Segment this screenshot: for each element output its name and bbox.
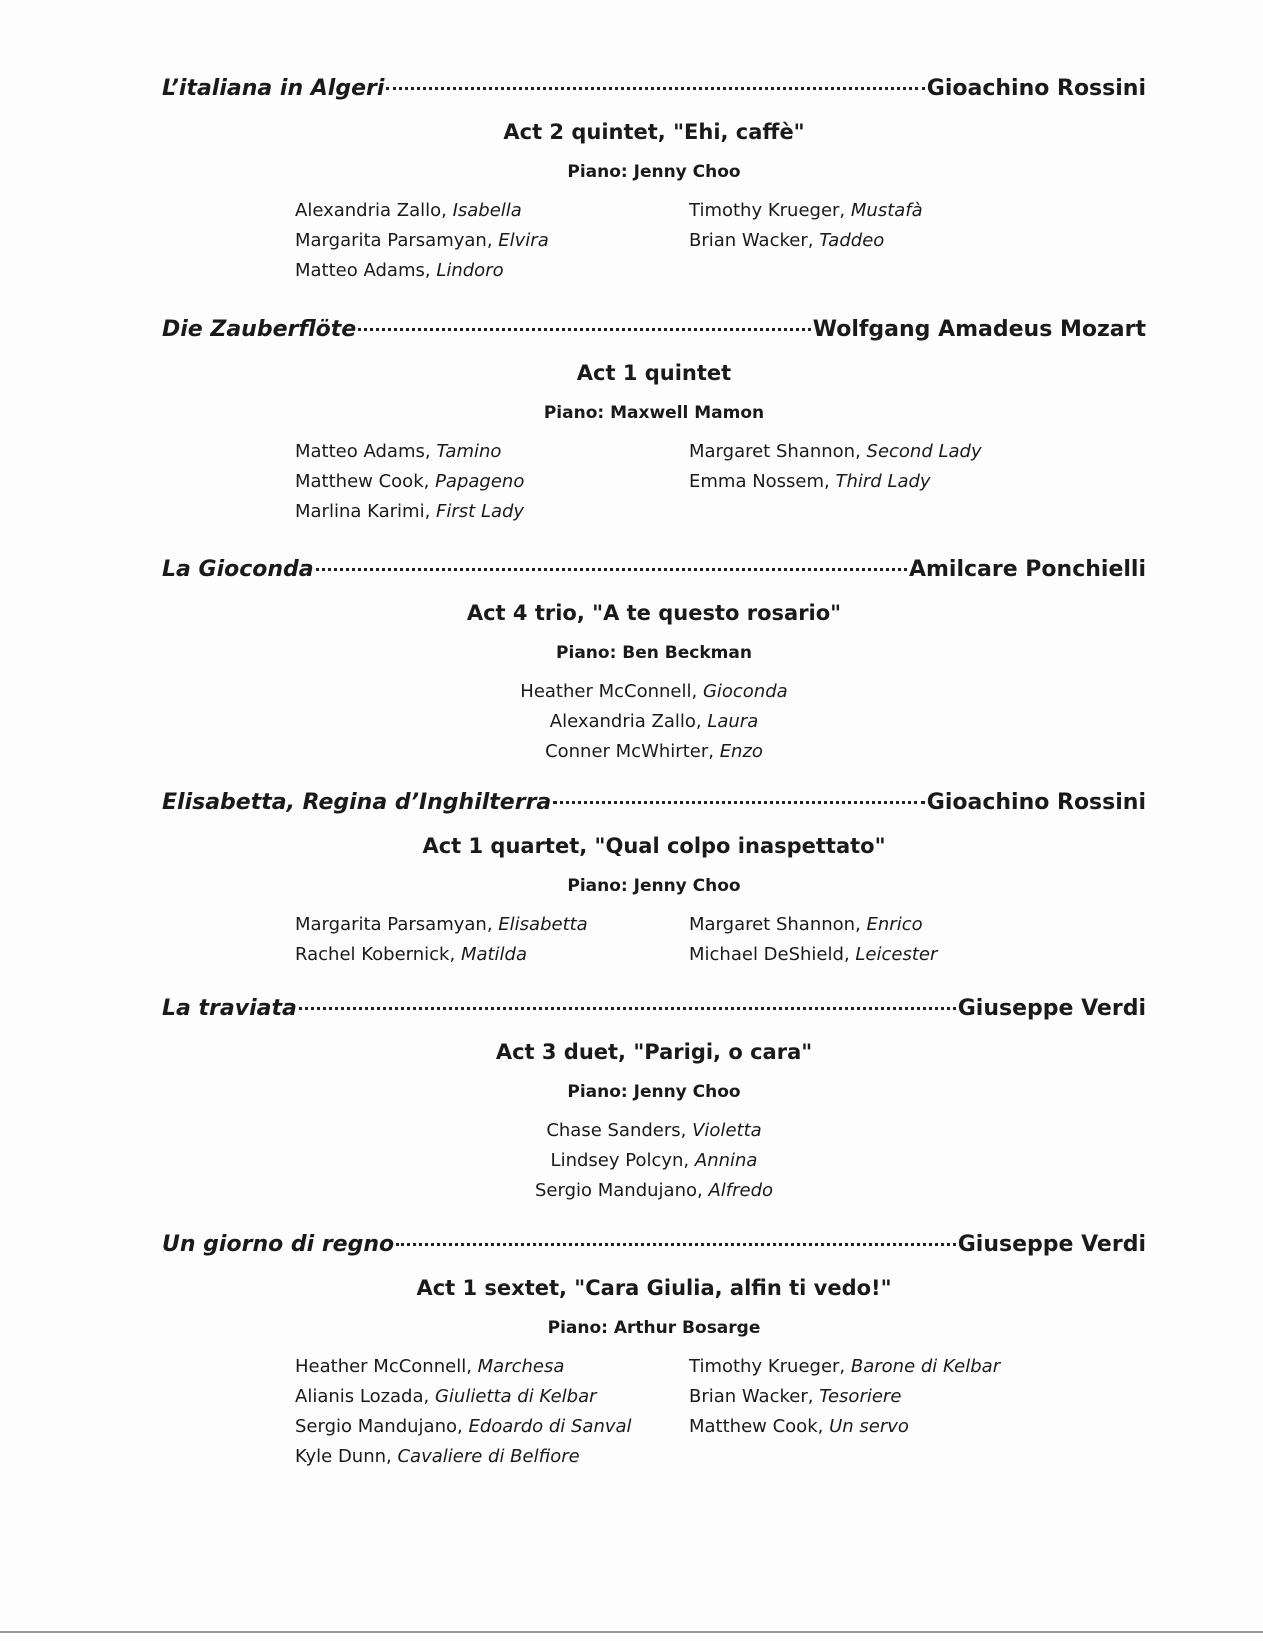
name-separator: , <box>807 1386 820 1407</box>
opera-title: La Gioconda <box>162 557 314 582</box>
cast-member <box>689 226 1029 256</box>
cast-member <box>295 467 689 497</box>
cast-member <box>689 467 1029 497</box>
program-entry <box>162 557 1146 767</box>
cast-member <box>295 497 689 527</box>
role-name: Gioconda <box>702 681 788 702</box>
name-separator: , <box>424 260 437 281</box>
name-separator: , <box>423 471 436 492</box>
singer-name: Timothy Krueger <box>689 200 840 221</box>
singer-name: Margaret Shannon <box>689 441 856 462</box>
role-name: Edoardo di Sanval <box>468 1416 632 1437</box>
cast-member <box>162 1146 1146 1176</box>
name-separator: , <box>683 1150 695 1171</box>
singer-name: Matteo Adams <box>295 441 425 462</box>
cast-list <box>162 677 1146 767</box>
name-separator: , <box>457 1416 469 1437</box>
excerpt-title: Act 3 duet, "Parigi, o cara" <box>495 1040 813 1064</box>
role-name: First Lady <box>436 501 525 522</box>
singer-name: Matthew Cook <box>689 1416 818 1437</box>
name-separator: , <box>441 200 453 221</box>
role-name: Third Lady <box>835 471 931 492</box>
composer-name: Amilcare Ponchielli <box>908 557 1146 582</box>
name-separator: , <box>817 1416 830 1437</box>
cast-member <box>689 437 1029 467</box>
name-separator: , <box>843 944 856 965</box>
name-separator: , <box>839 1356 851 1377</box>
name-separator: , <box>466 1356 478 1377</box>
opera-title-line <box>162 76 1146 110</box>
name-separator: , <box>807 230 820 251</box>
singer-name: Matteo Adams <box>295 260 425 281</box>
cast-member <box>162 737 1146 767</box>
name-separator: , <box>680 1120 693 1141</box>
singer-name: Matthew Cook <box>295 471 424 492</box>
opera-title: La traviata <box>162 996 297 1021</box>
cast-list <box>295 196 1146 286</box>
dot-leader <box>316 568 907 571</box>
name-separator: , <box>855 914 867 935</box>
role-name: Annina <box>694 1150 758 1171</box>
pianist-credit: Piano: Jenny Choo <box>567 162 741 182</box>
name-separator: , <box>386 1446 398 1467</box>
cast-member <box>295 226 689 256</box>
cast-column-left <box>295 910 689 970</box>
role-name: Elvira <box>498 230 549 251</box>
program-entry <box>162 1232 1146 1472</box>
role-name: Taddeo <box>819 230 885 251</box>
singer-name: Sergio Mandujano <box>295 1416 457 1437</box>
name-separator: , <box>708 741 720 762</box>
name-separator: , <box>424 441 437 462</box>
name-separator: , <box>839 200 851 221</box>
cast-list <box>162 1116 1146 1206</box>
role-name: Enrico <box>866 914 923 935</box>
composer-name: Giuseppe Verdi <box>957 996 1146 1021</box>
cast-member <box>162 677 1146 707</box>
singer-name: Chase Sanders <box>546 1120 681 1141</box>
singer-name: Margarita Parsamyan <box>295 914 487 935</box>
role-name: Enzo <box>719 741 763 762</box>
cast-column-left <box>295 196 689 286</box>
cast-member <box>689 910 1029 940</box>
opera-title: Elisabetta, Regina d’Inghilterra <box>162 790 552 815</box>
cast-member <box>295 196 689 226</box>
cast-member <box>162 1116 1146 1146</box>
excerpt-title: Act 2 quintet, "Ehi, caffè" <box>503 120 805 144</box>
dot-leader <box>396 1243 956 1246</box>
singer-name: Heather McConnell <box>520 681 692 702</box>
singer-name: Margaret Shannon <box>689 914 856 935</box>
cast-column-right <box>689 1352 1029 1472</box>
name-separator: , <box>824 471 836 492</box>
singer-name: Lindsey Polcyn <box>550 1150 684 1171</box>
cast-member <box>295 1382 689 1412</box>
pianist-credit: Piano: Maxwell Mamon <box>543 403 765 423</box>
composer-name: Gioachino Rossini <box>926 790 1146 815</box>
opera-title-line <box>162 996 1146 1030</box>
program-entry <box>162 76 1146 286</box>
name-separator: , <box>449 944 461 965</box>
excerpt-title: Act 4 trio, "A te questo rosario" <box>466 601 842 625</box>
opera-title-line <box>162 790 1146 824</box>
cast-member <box>295 1442 689 1472</box>
cast-list <box>295 437 1146 527</box>
cast-member <box>689 196 1029 226</box>
role-name: Tesoriere <box>819 1386 902 1407</box>
pianist-credit: Piano: Ben Beckman <box>556 643 752 663</box>
cast-member <box>689 940 1029 970</box>
cast-column-left <box>295 437 689 527</box>
pianist-credit: Piano: Arthur Bosarge <box>547 1318 761 1338</box>
cast-column-right <box>689 196 1029 286</box>
role-name: Marchesa <box>477 1356 565 1377</box>
singer-name: Timothy Krueger <box>689 1356 840 1377</box>
singer-name: Rachel Kobernick <box>295 944 450 965</box>
pianist-credit: Piano: Jenny Choo <box>567 876 741 896</box>
cast-column-left <box>295 1352 689 1472</box>
composer-name: Gioachino Rossini <box>926 76 1146 101</box>
singer-name: Kyle Dunn <box>295 1446 387 1467</box>
cast-member <box>295 437 689 467</box>
role-name: Matilda <box>460 944 528 965</box>
name-separator: , <box>691 681 703 702</box>
cast-member <box>689 1352 1029 1382</box>
name-separator: , <box>424 501 437 522</box>
dot-leader <box>553 801 925 804</box>
singer-name: Emma Nossem <box>689 471 825 492</box>
opera-title-line <box>162 317 1146 351</box>
cast-list <box>295 910 1146 970</box>
opera-title-line <box>162 557 1146 591</box>
name-separator: , <box>696 1180 709 1201</box>
cast-member <box>295 1352 689 1382</box>
cast-member <box>162 707 1146 737</box>
excerpt-title: Act 1 quartet, "Qual colpo inaspettato" <box>422 834 886 858</box>
singer-name: Sergio Mandujano <box>534 1180 697 1201</box>
role-name: Laura <box>707 711 759 732</box>
cast-member <box>295 940 689 970</box>
role-name: Second Lady <box>866 441 982 462</box>
composer-name: Giuseppe Verdi <box>957 1232 1146 1257</box>
singer-name: Alexandria Zallo <box>295 200 442 221</box>
role-name: Un servo <box>829 1416 909 1437</box>
excerpt-title: Act 1 quintet <box>576 361 732 385</box>
role-name: Isabella <box>452 200 522 221</box>
pianist-credit: Piano: Jenny Choo <box>567 1082 741 1102</box>
program-entry <box>162 996 1146 1206</box>
opera-title: Un giorno di regno <box>162 1232 395 1257</box>
singer-name: Alexandria Zallo <box>549 711 696 732</box>
role-name: Alfredo <box>708 1180 774 1201</box>
composer-name: Wolfgang Amadeus Mozart <box>812 317 1146 342</box>
role-name: Elisabetta <box>498 914 588 935</box>
role-name: Violetta <box>692 1120 762 1141</box>
cast-member <box>295 256 689 286</box>
dot-leader <box>358 328 810 331</box>
role-name: Giulietta di Kelbar <box>434 1386 597 1407</box>
singer-name: Brian Wacker <box>689 230 808 251</box>
role-name: Cavaliere di Belfiore <box>397 1446 580 1467</box>
opera-title: L’italiana in Algeri <box>162 76 385 101</box>
opera-title: Die Zauberflöte <box>162 317 357 342</box>
singer-name: Heather McConnell <box>295 1356 467 1377</box>
page-bottom-edge <box>0 1631 1263 1633</box>
singer-name: Brian Wacker <box>689 1386 808 1407</box>
cast-member <box>689 1382 1029 1412</box>
singer-name: Margarita Parsamyan <box>295 230 487 251</box>
cast-list <box>295 1352 1146 1472</box>
name-separator: , <box>486 914 499 935</box>
role-name: Papageno <box>435 471 525 492</box>
cast-member <box>689 1412 1029 1442</box>
singer-name: Conner McWhirter <box>545 741 709 762</box>
name-separator: , <box>423 1386 435 1407</box>
excerpt-title: Act 1 sextet, "Cara Giulia, alfin ti vedo!" <box>416 1276 892 1300</box>
dot-leader <box>386 87 924 90</box>
role-name: Mustafà <box>850 200 923 221</box>
cast-member <box>295 1412 689 1442</box>
program-entry <box>162 790 1146 970</box>
singer-name: Marlina Karimi <box>295 501 425 522</box>
name-separator: , <box>486 230 499 251</box>
role-name: Lindoro <box>436 260 504 281</box>
dot-leader <box>299 1007 956 1010</box>
singer-name: Michael DeShield <box>689 944 844 965</box>
program-entry <box>162 317 1146 527</box>
name-separator: , <box>695 711 708 732</box>
cast-column-right <box>689 437 1029 527</box>
cast-column-right <box>689 910 1029 970</box>
opera-title-line <box>162 1232 1146 1266</box>
singer-name: Alianis Lozada <box>295 1386 424 1407</box>
cast-member <box>162 1176 1146 1206</box>
name-separator: , <box>855 441 867 462</box>
role-name: Tamino <box>436 441 502 462</box>
role-name: Barone di Kelbar <box>850 1356 1001 1377</box>
role-name: Leicester <box>855 944 938 965</box>
cast-member <box>295 910 689 940</box>
